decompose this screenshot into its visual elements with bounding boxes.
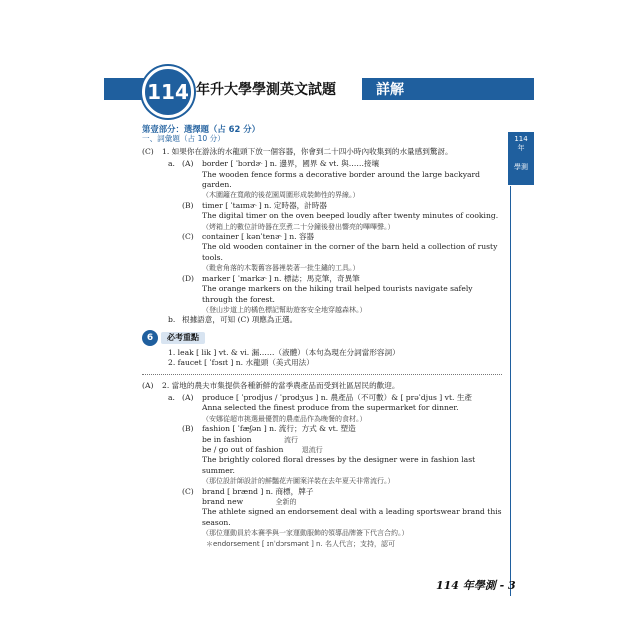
- q2-option-b: [142, 424, 502, 434]
- option-label: (A): [182, 159, 194, 169]
- section-subtitle: 一、詞彙題（占 10 分）: [142, 134, 225, 144]
- divider: [142, 374, 502, 375]
- side-tab-subject: 學測: [514, 163, 528, 171]
- q2-stem: 2. 當地的農夫市集提供各種新鮮的當季農產品而受到社區居民的歡迎。: [162, 380, 400, 390]
- key-point-item: 2. faucet [ ˈfɔsɪt ] n. 水龍頭（美式用法）: [168, 358, 314, 368]
- phrase-meaning: 流行: [283, 435, 298, 444]
- option-example-en-cont: season.: [202, 517, 231, 527]
- option-example-zh: （穀倉角落的木製舊容器裡裝著一批生鏽的工具。）: [202, 264, 360, 273]
- option-label: (A): [182, 392, 194, 402]
- key-point-item: 1. leak [ lik ] vt. & vi. 漏……（液體）（本句為現在分詞當形容詞）: [168, 347, 400, 357]
- page-content: [142, 124, 502, 549]
- option-entry: timer [ ˈtaɪmɚ ] n. 定時器，計時器: [202, 200, 327, 210]
- phrase-row: [142, 445, 502, 455]
- phrase-meaning: 退流行: [301, 445, 323, 454]
- option-example-en: The old wooden container in the corner of the barn held a collection of rusty tools.: [202, 242, 498, 262]
- vocab-extra: ＊endorsement [ ɪnˈdɔrsmənt ] n. 名人代言；支持，認可: [206, 539, 395, 548]
- option-entry: container [ kənˈtenɚ ] n. 容器: [202, 232, 315, 242]
- phrase-row: [142, 435, 502, 445]
- option-label: (D): [182, 273, 195, 283]
- side-tab: [508, 132, 534, 185]
- option-label: (B): [182, 424, 194, 434]
- option-example-en: The wooden fence forms a decorative border around the large backyard garden.: [202, 169, 481, 190]
- option-entry: fashion [ ˈfæʃən ] n. 流行；方式 & vt. 塑造: [202, 424, 356, 434]
- phrase: brand new: [202, 497, 244, 506]
- option-label: (B): [182, 200, 194, 210]
- side-tab-year: 114: [514, 135, 528, 143]
- option-example-zh: （木圍籬在寬敞的後花園周圍形成裝飾性的界線。）: [202, 191, 360, 200]
- key-points-icon: 6: [142, 330, 158, 346]
- option-example-zh: （登山步道上的橘色標記幫助遊客安全地穿越森林。）: [202, 305, 367, 314]
- option-example-en: The brightly colored floral dresses by the designer were in fashion last summer.: [202, 455, 476, 475]
- phrase: be / go out of fashion: [202, 444, 284, 454]
- q2-option-c: [142, 487, 502, 497]
- option-example-en: Anna selected the finest produce from the supermarket for dinner.: [202, 403, 459, 413]
- option-example-zh: （那位運動員於本賽季與一家運動服飾的領導品牌簽下代言合約。）: [202, 529, 409, 538]
- q1-a-label: a.: [168, 159, 175, 169]
- section-title: 第壹部分：選擇題（占 62 分）: [142, 124, 260, 134]
- option-entry: border [ ˈbɔrdɚ ] n. 邊界，國界 & vt. 與……接壤: [202, 159, 380, 169]
- year-badge: 114: [142, 66, 194, 118]
- q1-b-text: 根據語意，可知 (C) 項應為正選。: [182, 315, 298, 325]
- option-entry: brand [ brænd ] n. 商標，牌子: [202, 486, 314, 496]
- page-footer: 114 年學測 - 3: [436, 579, 516, 592]
- key-points-header: [142, 330, 502, 346]
- q2-answer: (A): [142, 380, 154, 390]
- option-example-zh: （烤箱上的數位計時器在烹煮二十分鐘後發出響亮的嗶嗶聲。）: [202, 222, 395, 231]
- option-example-en: The athlete signed an endorsement deal with a leading sportswear brand this: [202, 507, 502, 517]
- q2-option-a: [142, 393, 502, 403]
- q2-a-label: a.: [168, 392, 175, 402]
- option-example-zh: （那位設計師設計的鮮豔花卉圖案洋裝在去年夏天非常流行。）: [202, 477, 395, 486]
- question-1: [142, 147, 502, 157]
- phrase-row: [142, 497, 502, 507]
- q1-option-c: [142, 232, 502, 242]
- option-example-en: The digital timer on the oven beeped loudly after twenty minutes of cooking.: [202, 211, 499, 221]
- q1-conclusion: [142, 315, 502, 325]
- option-entry: marker [ ˈmarkɚ ] n. 標誌；馬克筆，奇異筆: [202, 273, 360, 283]
- phrase: be in fashion: [202, 434, 252, 444]
- phrase-meaning: 全新的: [275, 498, 297, 506]
- option-label: (C): [182, 232, 194, 242]
- option-example-en: The orange markers on the hiking trail helped tourists navigate safely through the forest.: [202, 284, 473, 304]
- page-title: 年升大學學測英文試題: [196, 82, 336, 98]
- q1-stem: 1. 如果你在游泳的水龍頭下放一個容器，你會到二十四小時內收集到的水量感到驚訝。: [162, 146, 453, 156]
- question-2: [142, 381, 502, 391]
- page-subtitle: 詳解: [376, 82, 404, 98]
- side-tab-year-suffix: 年: [517, 144, 525, 152]
- option-label: (C): [182, 486, 194, 496]
- q1-answer: (C): [142, 146, 154, 156]
- q1-option-b: [142, 201, 502, 211]
- option-example-zh: （安娜從超市挑選最優質的農產品作為晚餐的食材。）: [202, 414, 367, 423]
- side-divider: [510, 186, 511, 596]
- q1-b-label: b.: [168, 315, 176, 325]
- option-entry: produce [ ˈprodjus / ˈprodʒus ] n. 農產品（不可數）& [ prəˈdjus ] vt. 生產: [202, 392, 473, 402]
- q1-option-d: [142, 274, 502, 284]
- key-points-label: 必考重點: [161, 332, 205, 344]
- q1-option-a: [142, 159, 502, 169]
